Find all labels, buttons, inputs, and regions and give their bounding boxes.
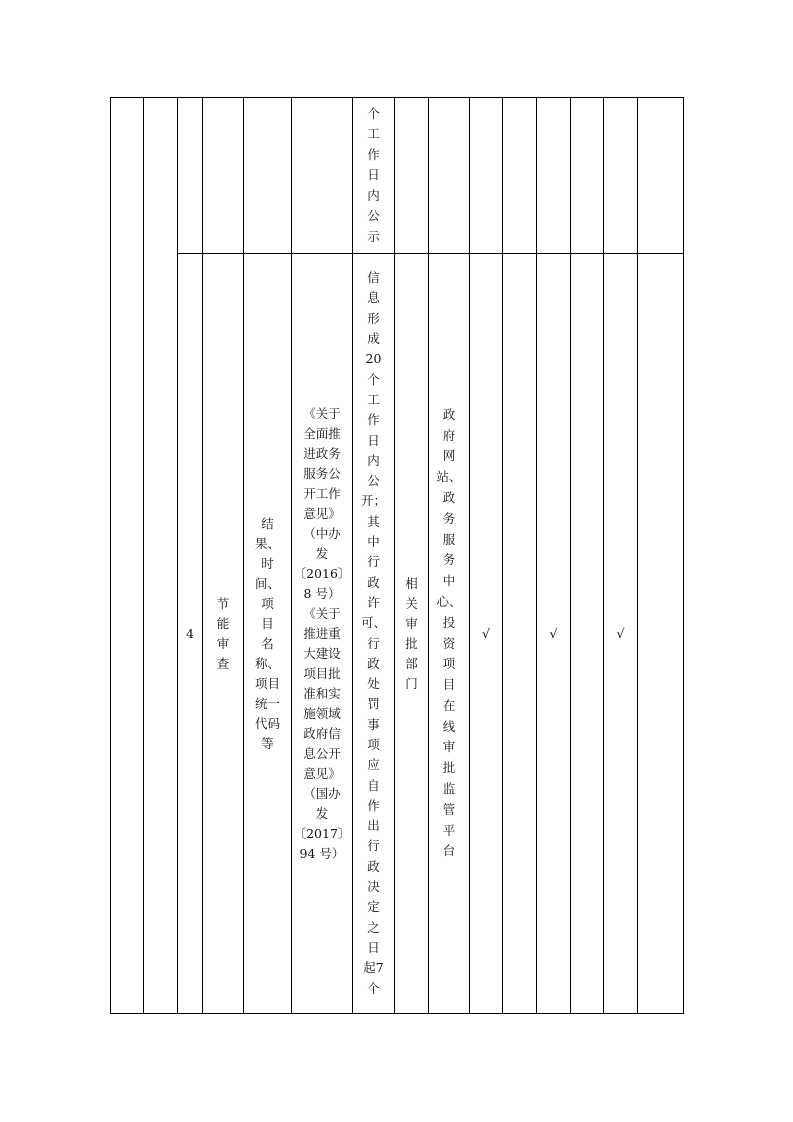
column-divider xyxy=(502,97,503,1014)
table-border-left xyxy=(110,97,111,1014)
table-border-top xyxy=(110,97,684,98)
checkmark-cell: √ xyxy=(549,625,558,641)
disclosure-time-cell: 信 息 形 成 20 个 工 作 日 内 公 开； 其 中 行 政 许 可、 行 政 处 罚 事 项 应 自 作 出 行 政 决 定 之 日 起7 个 xyxy=(360,270,386,996)
table-border-bottom xyxy=(110,1013,684,1014)
table-border-right xyxy=(683,97,684,1014)
disclosure-subject-cell: 相 关 审 批 部 门 xyxy=(405,575,418,691)
item-name-cell: 节 能 审 查 xyxy=(216,595,230,671)
checkmark-cell: √ xyxy=(482,625,490,641)
disclosure-channel-cell: 政 府 网 站、 政 务 服 务 中 心、 投 资 项 目 在 线 审 批 监 管 平 台 xyxy=(436,406,462,859)
disclosure-content-cell: 结 果、 时 间、 项 目 名 称、 项目 统一 代码 等 xyxy=(254,515,280,751)
disclosure-time-continued-cell: 个 工 作 日 内 公 示 xyxy=(367,105,380,244)
row-index-cell: 4 xyxy=(186,625,194,641)
checkmark-cell: √ xyxy=(616,625,625,641)
disclosure-basis-cell: 《关于 全面推 进政务 服务公 开工作 意见》 （中办 发 〔2016〕 8 号） 《关于 推进重 大建设 项目批 准和实 施领域 政府信 息公开 意见》 （国办 发 〔2017〕 94 号） xyxy=(293,405,351,861)
column-divider xyxy=(570,97,571,1014)
column-divider xyxy=(143,97,144,1014)
column-divider xyxy=(637,97,638,1014)
